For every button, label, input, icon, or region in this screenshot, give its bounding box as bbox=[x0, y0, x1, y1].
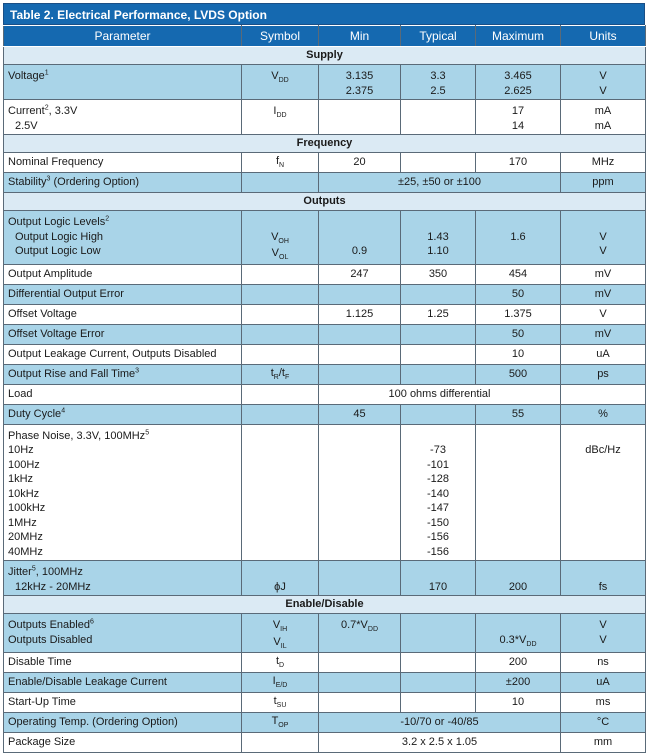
row-outputs-enabled: Outputs Enabled$^6$ Outputs Disabled $V_{IH}$ $V_{IL}$ $0.7*V_{DD}$ $0.3*V_{DD}$ V V bbox=[4, 614, 646, 653]
row-differential-output-error: Differential Output Error 50 mV bbox=[4, 284, 646, 304]
header-min: Min bbox=[319, 26, 401, 47]
row-offset-voltage: Offset Voltage 1.125 1.25 1.375 V bbox=[4, 304, 646, 324]
row-offset-voltage-error: Offset Voltage Error 50 mV bbox=[4, 324, 646, 344]
row-output-leakage: Output Leakage Current, Outputs Disabled 10 uA bbox=[4, 344, 646, 364]
table-title: Table 2. Electrical Performance, LVDS Option bbox=[3, 3, 645, 25]
phase-value: -73 bbox=[430, 444, 446, 456]
row-current: Current$^2$, 3.3V 2.5V $I_{DD}$ 17 14 mA mA bbox=[4, 100, 646, 135]
header-units: Units bbox=[561, 26, 646, 47]
row-enable-leakage: Enable/Disable Leakage Current $I_{E/D}$ ±200 uA bbox=[4, 673, 646, 693]
header-typical: Typical bbox=[401, 26, 476, 47]
phase-value: -128 bbox=[426, 473, 450, 485]
header-symbol: Symbol bbox=[242, 26, 319, 47]
row-package-size: Package Size 3.2 x 2.5 x 1.05 mm bbox=[4, 733, 646, 753]
section-frequency: Frequency bbox=[4, 135, 646, 153]
row-output-logic-levels: Output Logic Levels$^2$ Output Logic High Output Logic Low $V_{OH}$ $V_{OL}$ 0.9 1.43 1.10 1.6 V V bbox=[4, 211, 646, 265]
row-operating-temp: Operating Temp. (Ordering Option) $T_{OP}$ -10/70 or -40/85 °C bbox=[4, 713, 646, 733]
phase-offset: 10Hz bbox=[8, 444, 34, 456]
row-load: Load 100 ohms differential bbox=[4, 384, 646, 404]
phase-offset: 100Hz bbox=[8, 458, 40, 471]
section-outputs: Outputs bbox=[4, 193, 646, 211]
phase-offset: 40MHz bbox=[8, 545, 43, 558]
row-duty-cycle: Duty Cycle$^4$ 45 55 % bbox=[4, 404, 646, 424]
phase-offset: 20MHz bbox=[8, 531, 43, 543]
phase-offset: 10kHz bbox=[8, 487, 40, 500]
phase-value: -156 bbox=[426, 545, 450, 558]
electrical-performance-table bbox=[3, 3, 645, 753]
section-supply: Supply bbox=[4, 47, 646, 65]
phase-value: -101 bbox=[426, 458, 450, 471]
row-startup-time: Start-Up Time $t_{SU}$ 10 ms bbox=[4, 693, 646, 713]
header-row bbox=[4, 26, 646, 47]
header-maximum: Maximum bbox=[476, 26, 561, 47]
phase-value: -147 bbox=[426, 502, 450, 514]
row-nominal-frequency: Nominal Frequency $f_N$ 20 170 MHz bbox=[4, 153, 646, 173]
phase-offset: 100kHz bbox=[8, 502, 46, 514]
header-parameter: Parameter bbox=[4, 26, 242, 47]
row-jitter: Jitter$^5$, 100MHz 12kHz - 20MHz ϕJ 170 200 fs bbox=[4, 561, 646, 596]
row-phase-noise: Phase Noise, 3.3V, 100MHz$^5$ 10Hz 100Hz 1kHz 10kHz 100kHz 1MHz 20MHz 40MHz -73 -101 -128 -140 -147 -150 -156 -156 dBc/Hz bbox=[4, 424, 646, 561]
phase-offset: 1kHz bbox=[8, 473, 34, 485]
phase-value: -140 bbox=[426, 487, 450, 500]
row-voltage: Voltage$^1$ $V_{DD}$ 3.135 2.375 3.3 2.5 3.465 2.625 V V bbox=[4, 65, 646, 100]
phase-value: -156 bbox=[426, 531, 450, 543]
row-stability: Stability$^3$ (Ordering Option) ±25, ±50 or ±100 ppm bbox=[4, 173, 646, 193]
row-output-amplitude: Output Amplitude 247 350 454 mV bbox=[4, 264, 646, 284]
row-rise-fall-time: Output Rise and Fall Time$^3$ $t_R/t_F$ 500 ps bbox=[4, 364, 646, 384]
phase-offset: 1MHz bbox=[8, 516, 37, 529]
section-enable-disable: Enable/Disable bbox=[4, 596, 646, 614]
phase-value: -150 bbox=[426, 516, 450, 529]
spec-table bbox=[3, 25, 646, 753]
row-disable-time: Disable Time $t_D$ 200 ns bbox=[4, 653, 646, 673]
